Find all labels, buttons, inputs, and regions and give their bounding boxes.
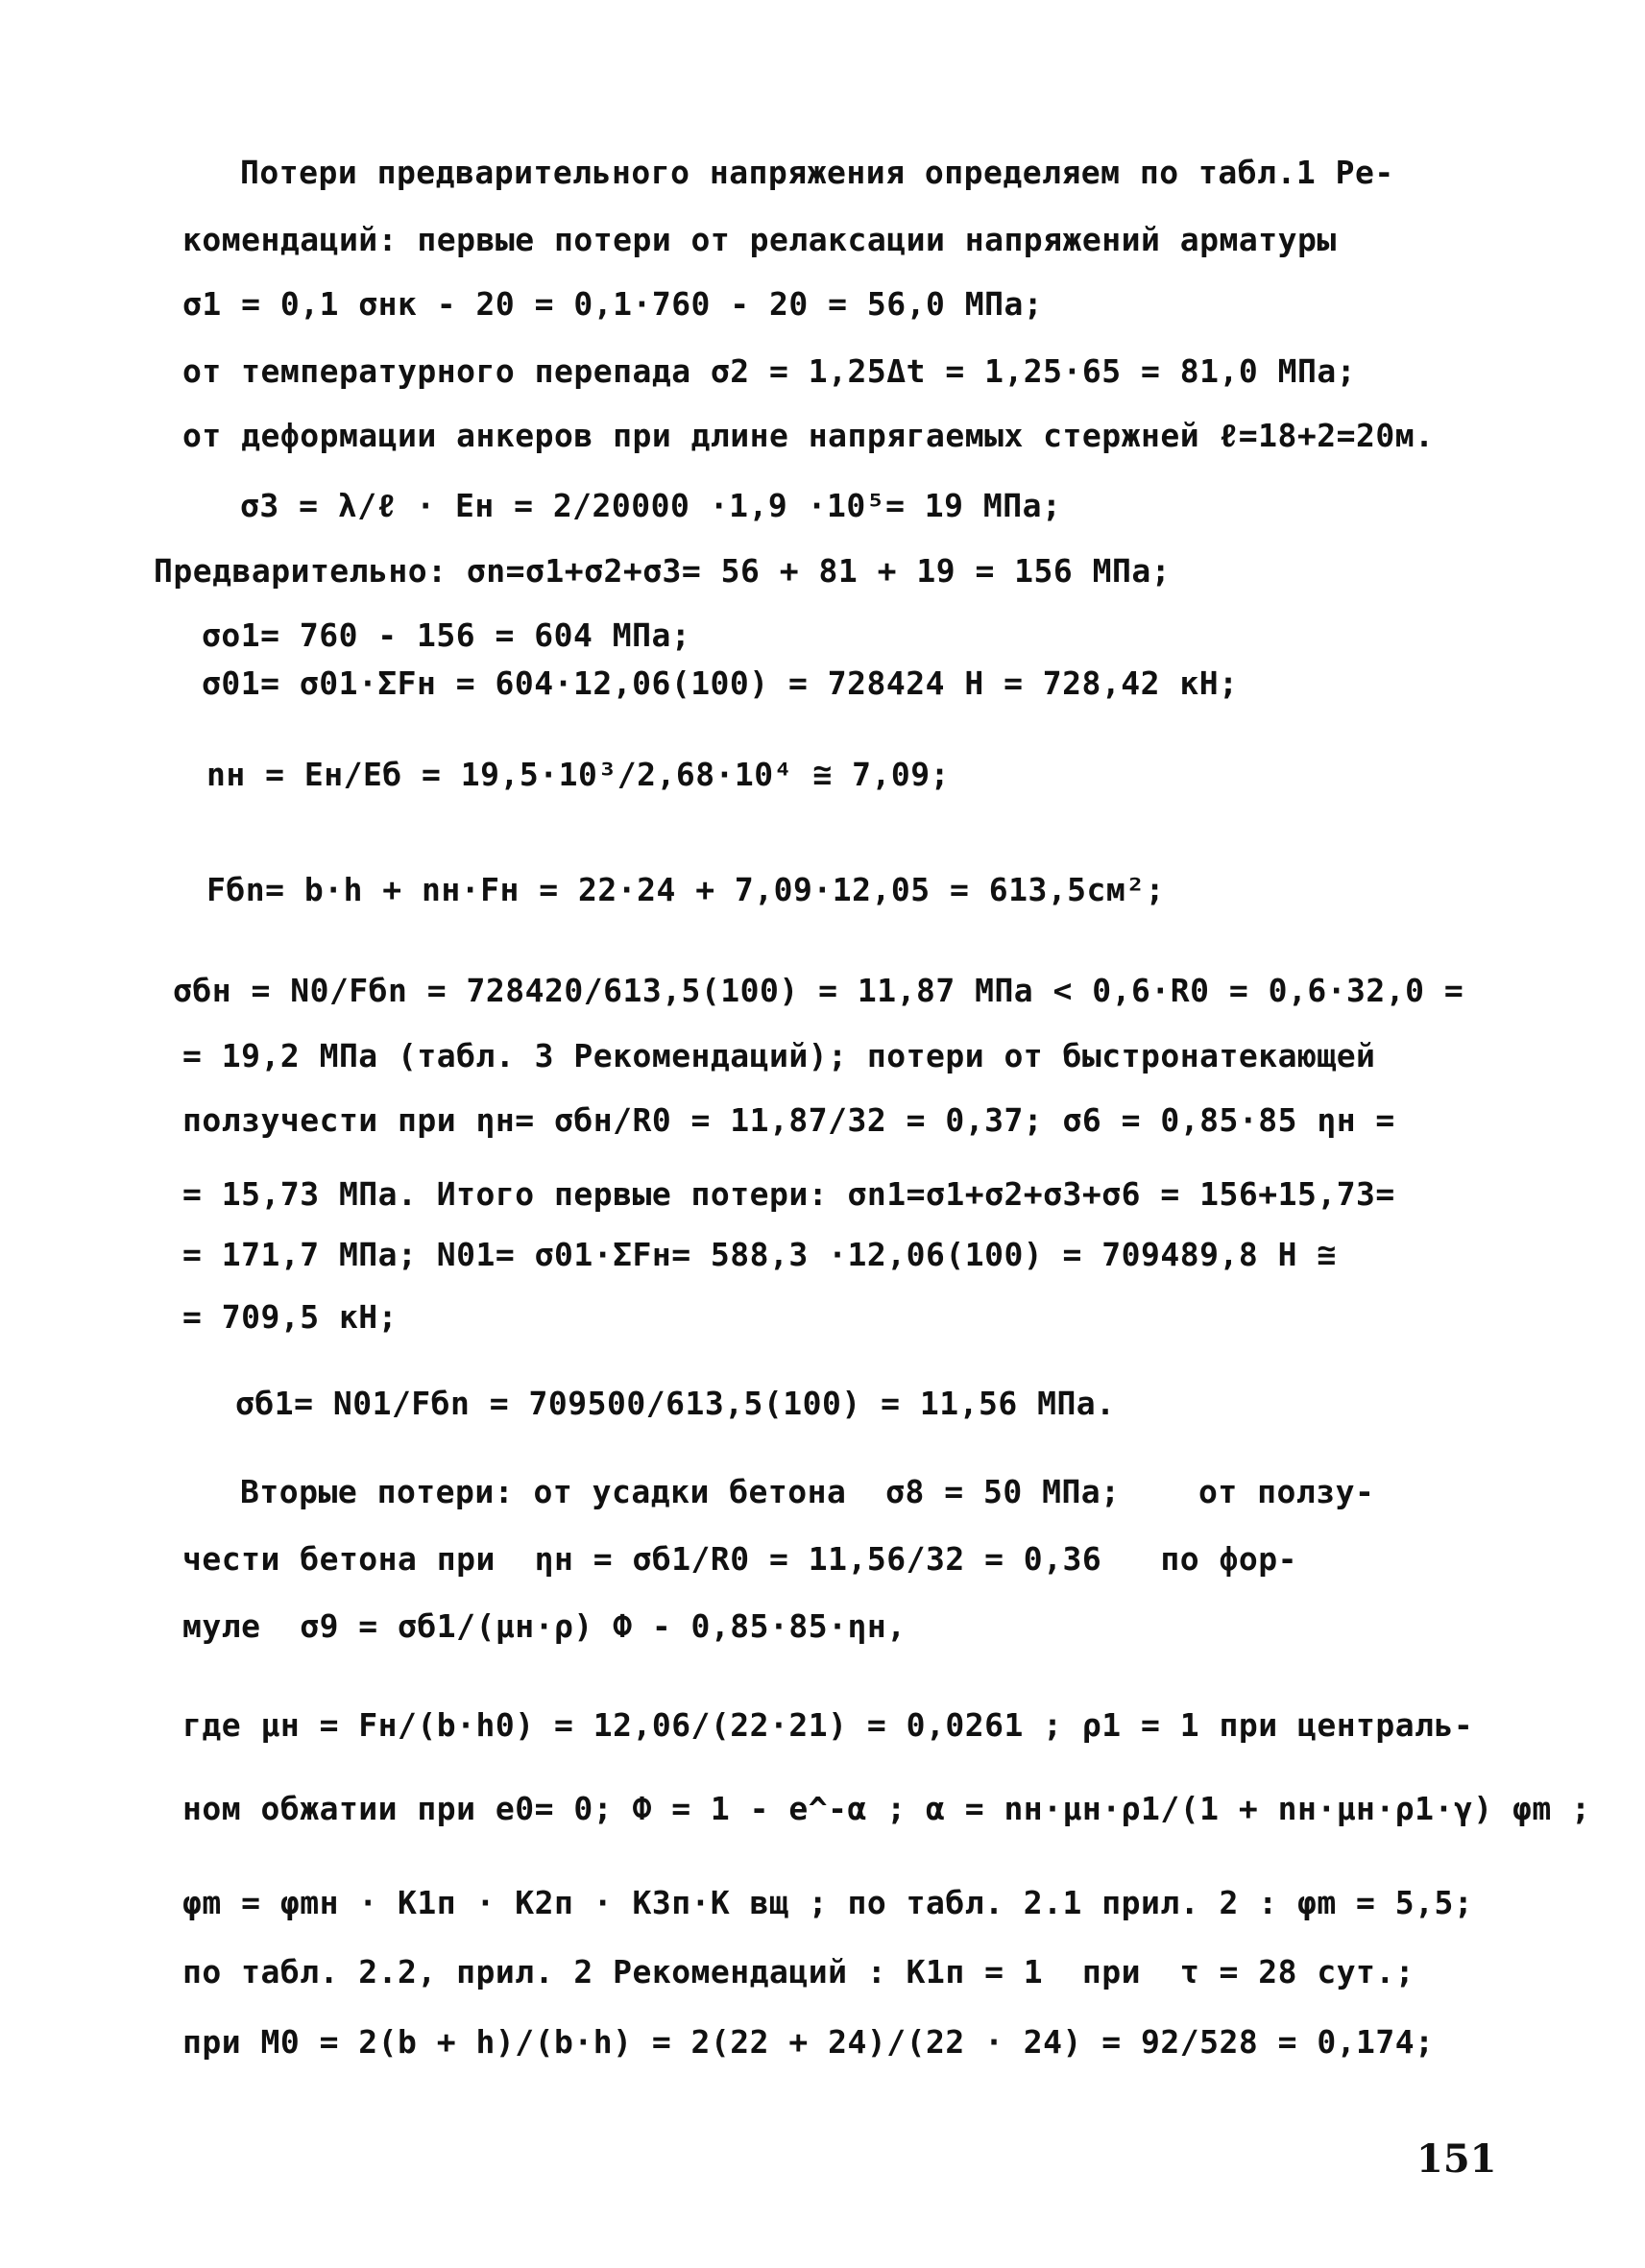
- formula-line: ползучести при ηн= σбн/R0 = 11,87/32 = 0,37; σ6 = 0,85·85 ηн =: [182, 1101, 1395, 1139]
- formula-line: Предварительно: σn=σ1+σ2+σ3= 56 + 81 + 19 = 156 МПа;: [154, 552, 1172, 590]
- formula-line: σ3 = λ/ℓ · Ен = 2/20000 ·1,9 ·10⁵= 19 МПа;: [240, 487, 1062, 524]
- text-line: = 709,5 кН;: [182, 1298, 399, 1336]
- text-line: от температурного перепада σ2 = 1,25Δt = 1,25·65 = 81,0 МПа;: [182, 352, 1357, 390]
- formula-line: σ01= σ01·ΣFн = 604·12,06(100) = 728424 Н = 728,42 кН;: [202, 664, 1239, 702]
- formula-line: nн = Ен/Еб = 19,5·10³/2,68·10⁴ ≅ 7,09;: [206, 756, 950, 793]
- text-line: от деформации анкеров при длине напрягаемых стержней ℓ=18+2=20м.: [182, 417, 1435, 454]
- formula-line: σбн = N0/Fбn = 728420/613,5(100) = 11,87 МПа < 0,6·R0 = 0,6·32,0 =: [173, 972, 1464, 1009]
- formula-line: где μн = Fн/(b·h0) = 12,06/(22·21) = 0,0261 ; ρ1 = 1 при централь-: [182, 1706, 1474, 1744]
- formula-line: = 15,73 МПа. Итого первые потери: σn1=σ1+σ2+σ3+σ6 = 156+15,73=: [182, 1175, 1395, 1213]
- formula-line: ном обжатии при e0= 0; Ф = 1 - e^-α ; α = nн·μн·ρ1/(1 + nн·μн·ρ1·γ) φm ;: [182, 1790, 1591, 1827]
- formula-line: = 171,7 МПа; N01= σ01·ΣFн= 588,3 ·12,06(100) = 709489,8 Н ≅: [182, 1236, 1337, 1273]
- formula-line: чести бетона при ηн = σб1/R0 = 11,56/32 = 0,36 по фор-: [182, 1540, 1297, 1578]
- formula-line: σ1 = 0,1 σнк - 20 = 0,1·760 - 20 = 56,0 МПа;: [182, 285, 1044, 323]
- text-line: = 19,2 МПа (табл. 3 Рекомендаций); потери от быстронатекающей: [182, 1037, 1376, 1074]
- page-number: 151: [1416, 2136, 1497, 2182]
- formula-line: φm = φmн · K1п · K2п · K3п·K вщ ; по табл. 2.1 прил. 2 : φm = 5,5;: [182, 1884, 1474, 1921]
- text-line: по табл. 2.2, прил. 2 Рекомендаций : K1п = 1 при τ = 28 сут.;: [182, 1953, 1415, 1991]
- formula-line: муле σ9 = σб1/(μн·ρ) Ф - 0,85·85·ηн,: [182, 1607, 907, 1645]
- text-line: Потери предварительного напряжения определяем по табл.1 Ре-: [240, 154, 1394, 191]
- text-line: Вторые потери: от усадки бетона σ8 = 50 МПа; от ползу-: [240, 1473, 1375, 1510]
- formula-line: Fбn= b·h + nн·Fн = 22·24 + 7,09·12,05 = 613,5см²;: [206, 871, 1166, 908]
- formula-line: при M0 = 2(b + h)/(b·h) = 2(22 + 24)/(22 · 24) = 92/528 = 0,174;: [182, 2023, 1435, 2061]
- formula-line: σо1= 760 - 156 = 604 МПа;: [202, 616, 691, 654]
- text-line: комендаций: первые потери от релаксации напряжений арматуры: [182, 221, 1337, 258]
- formula-line: σб1= N01/Fбn = 709500/613,5(100) = 11,56 МПа.: [235, 1385, 1116, 1422]
